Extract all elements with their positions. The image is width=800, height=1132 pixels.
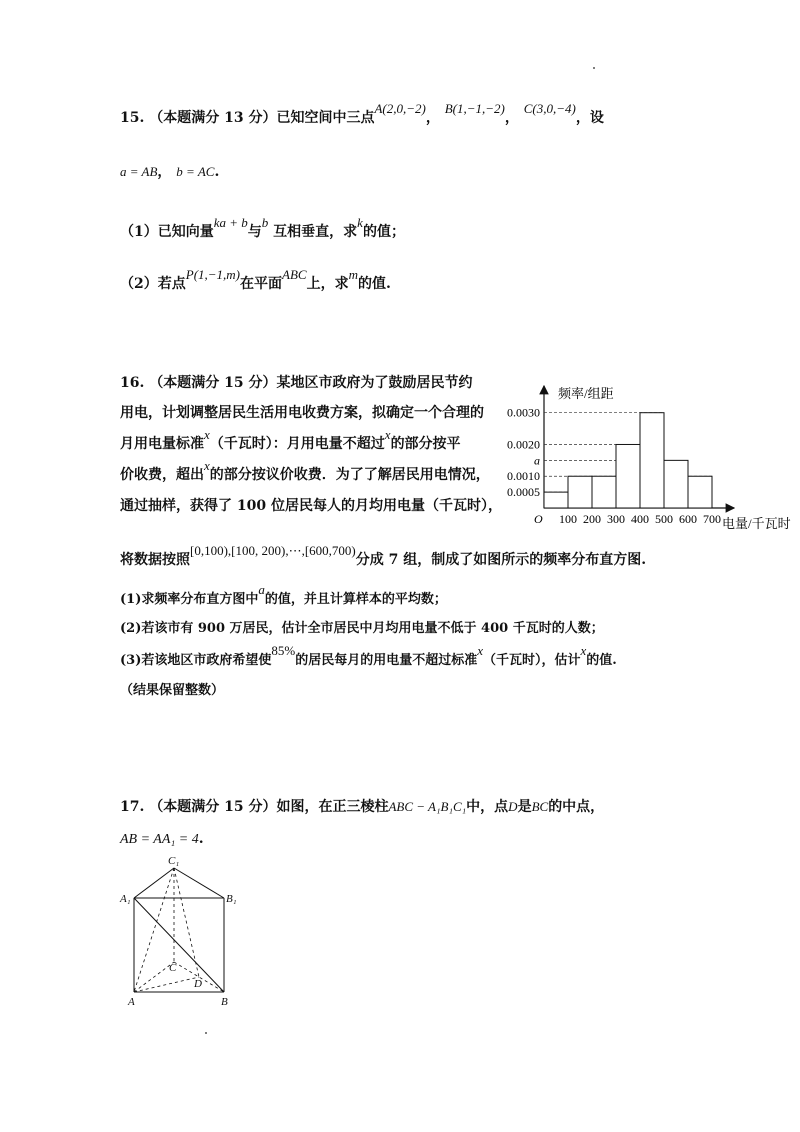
y-tick-label: 0.0010 [507, 469, 540, 484]
problem-text: 是 [517, 799, 532, 815]
histogram-bar [616, 444, 640, 508]
question-text: 的值. [586, 653, 617, 668]
problem-17-line-2 [120, 829, 204, 850]
problem-15-line-2 [120, 162, 219, 182]
var-x: x [580, 643, 587, 658]
question-label: （2）若点 [120, 276, 186, 292]
diagonal-a1-b [134, 898, 224, 992]
x-tick-label: 600 [679, 512, 697, 526]
problem-16-line-4 [120, 458, 490, 485]
y-tick-label: a [534, 453, 540, 468]
separator: ， [504, 110, 519, 126]
problem-text: 的部分按平 [390, 436, 461, 452]
y-tick-label: 0.0020 [507, 437, 540, 452]
problem-text: 的中点， [548, 799, 605, 815]
label-b1: B₁ [226, 893, 237, 905]
var-x: x [204, 427, 210, 442]
problem-text: 分成 7 组，制成了如图所示的频率分布直方图. [355, 552, 647, 568]
interval-list: [0,100),[100, 200),⋯,[600,700) [190, 543, 356, 558]
histogram-bar [592, 476, 616, 508]
problem-text: ，设 [575, 110, 604, 126]
separator: ， [425, 110, 440, 126]
histogram-bar [544, 492, 568, 508]
origin-label: O [534, 512, 543, 526]
problem-text: 中，点 [466, 799, 509, 815]
x-tick-label: 200 [583, 512, 601, 526]
var-a: a [258, 582, 265, 597]
problem-score: （本题满分 13 分） [149, 110, 277, 126]
question-text: (3)若该地区市政府希望使 [120, 653, 272, 668]
problem-16-q3 [120, 643, 617, 671]
problem-16-note [120, 681, 224, 701]
question-text: 的值. [357, 276, 391, 292]
x-tick-label: 300 [607, 512, 625, 526]
problem-number: 16. [120, 375, 145, 391]
condition-expr: AB = AA₁ = 4 [120, 832, 199, 847]
problem-text: 用电，计划调整居民生活用电收费方案，拟确定一个合理的 [120, 405, 484, 421]
point-d: D [508, 799, 518, 814]
y-tick-label: 0.0030 [507, 405, 540, 420]
x-axis-label: 电量/千瓦时 [722, 516, 791, 531]
point-b: B(1,−1,−2) [444, 101, 505, 116]
question-text: 与 [247, 224, 262, 240]
vector-b-def: b = AC [176, 164, 215, 179]
var-m: m [348, 267, 358, 282]
vector-b: b [261, 215, 269, 230]
problem-text: 如图，在正三棱柱 [276, 799, 389, 815]
label-d: D [194, 978, 202, 990]
edge-c1-b1 [174, 868, 224, 898]
edge-a1-c1 [134, 868, 174, 898]
segment-c1-d [174, 868, 199, 977]
question-text: 的居民每月的用电量不超过标准 [295, 653, 478, 668]
question-label: （1）已知向量 [120, 224, 214, 240]
question-text: 在平面 [240, 276, 283, 292]
histogram-bar [640, 413, 664, 508]
histogram-bar [568, 476, 592, 508]
problem-text: 将数据按照 [120, 552, 190, 568]
vector-a-def: a = AB [120, 164, 158, 179]
problem-16-line-5 [120, 496, 502, 516]
note-text: （结果保留整数） [120, 683, 225, 698]
prism-figure [118, 852, 248, 1017]
problem-text: 某地区市政府为了鼓励居民节约 [276, 375, 473, 391]
percent-85: 85% [271, 643, 296, 658]
plane-abc: ABC [282, 267, 307, 282]
problem-number: 17. [120, 799, 145, 815]
x-tick-label: 500 [655, 512, 673, 526]
problem-16-line-6 [120, 543, 647, 570]
x-tick-label: 400 [631, 512, 649, 526]
period: . [198, 831, 204, 847]
problem-16-q2 [120, 619, 604, 639]
point-p: P(1,−1,m) [185, 267, 241, 282]
problem-17-line-1 [120, 797, 604, 817]
problem-text: 价收费，超出 [120, 467, 204, 483]
question-text: （千瓦时），估计 [483, 653, 581, 668]
problem-text: 的部分按议价收费．为了了解居民用电情况， [209, 467, 490, 483]
question-text: 的值，并且计算样本的平均数； [264, 592, 447, 607]
decorative-dot [205, 1032, 207, 1034]
problem-text: （千瓦时）：月用电量不超过 [209, 436, 385, 452]
question-text: 上，求 [306, 276, 349, 292]
problem-text: 月用电量标准 [120, 436, 204, 452]
vector-expr: ka + b [213, 215, 248, 230]
var-x: x [204, 458, 210, 473]
problem-text: 已知空间中三点 [276, 110, 375, 126]
problem-15-line-1 [120, 101, 604, 128]
histogram-bar [664, 460, 688, 508]
question-text: 互相垂直，求 [273, 224, 358, 240]
label-c1: C₁ [168, 855, 180, 867]
var-x: x [384, 427, 391, 442]
label-a1: A₁ [120, 893, 131, 905]
question-text: 的值； [362, 224, 405, 240]
point-a: A(2,0,−2) [374, 101, 426, 116]
problem-score: （本题满分 15 分） [149, 375, 277, 391]
label-b: B [221, 996, 228, 1008]
problem-16-q1 [120, 582, 447, 610]
problem-15-q2 [120, 267, 391, 294]
period: . [214, 164, 220, 180]
separator: ， [157, 164, 172, 180]
question-text: (2)若该市有 900 万居民，估计全市居民中月均用电量不低于 400 千瓦时的人数； [120, 621, 604, 636]
histogram-bar [688, 476, 712, 508]
problem-score: （本题满分 15 分） [149, 799, 277, 815]
label-a: A [128, 996, 135, 1008]
var-x: x [477, 643, 483, 658]
decorative-dot [593, 67, 595, 69]
problem-15-q1 [120, 215, 405, 242]
point-c: C(3,0,−4) [523, 101, 576, 116]
segment-c1-a [134, 868, 174, 992]
x-tick-label: 100 [559, 512, 577, 526]
x-tick-label: 700 [703, 512, 721, 526]
y-axis-label: 频率/组距 [558, 386, 614, 401]
frequency-histogram [500, 380, 790, 540]
y-tick-label: 0.0005 [507, 485, 540, 500]
label-c: C [169, 962, 177, 974]
problem-16-line-3 [120, 427, 461, 454]
question-text: (1)求频率分布直方图中 [120, 592, 259, 607]
problem-16-line-1 [120, 373, 472, 393]
problem-number: 15. [120, 110, 145, 126]
prism-name: ABC − A₁B₁C₁ [388, 799, 467, 814]
problem-16-line-2 [120, 403, 484, 423]
problem-text: 通过抽样，获得了 100 位居民每人的月均用电量（千瓦时）， [120, 498, 502, 514]
segment-bc: BC [531, 799, 549, 814]
var-k: k [357, 215, 363, 230]
